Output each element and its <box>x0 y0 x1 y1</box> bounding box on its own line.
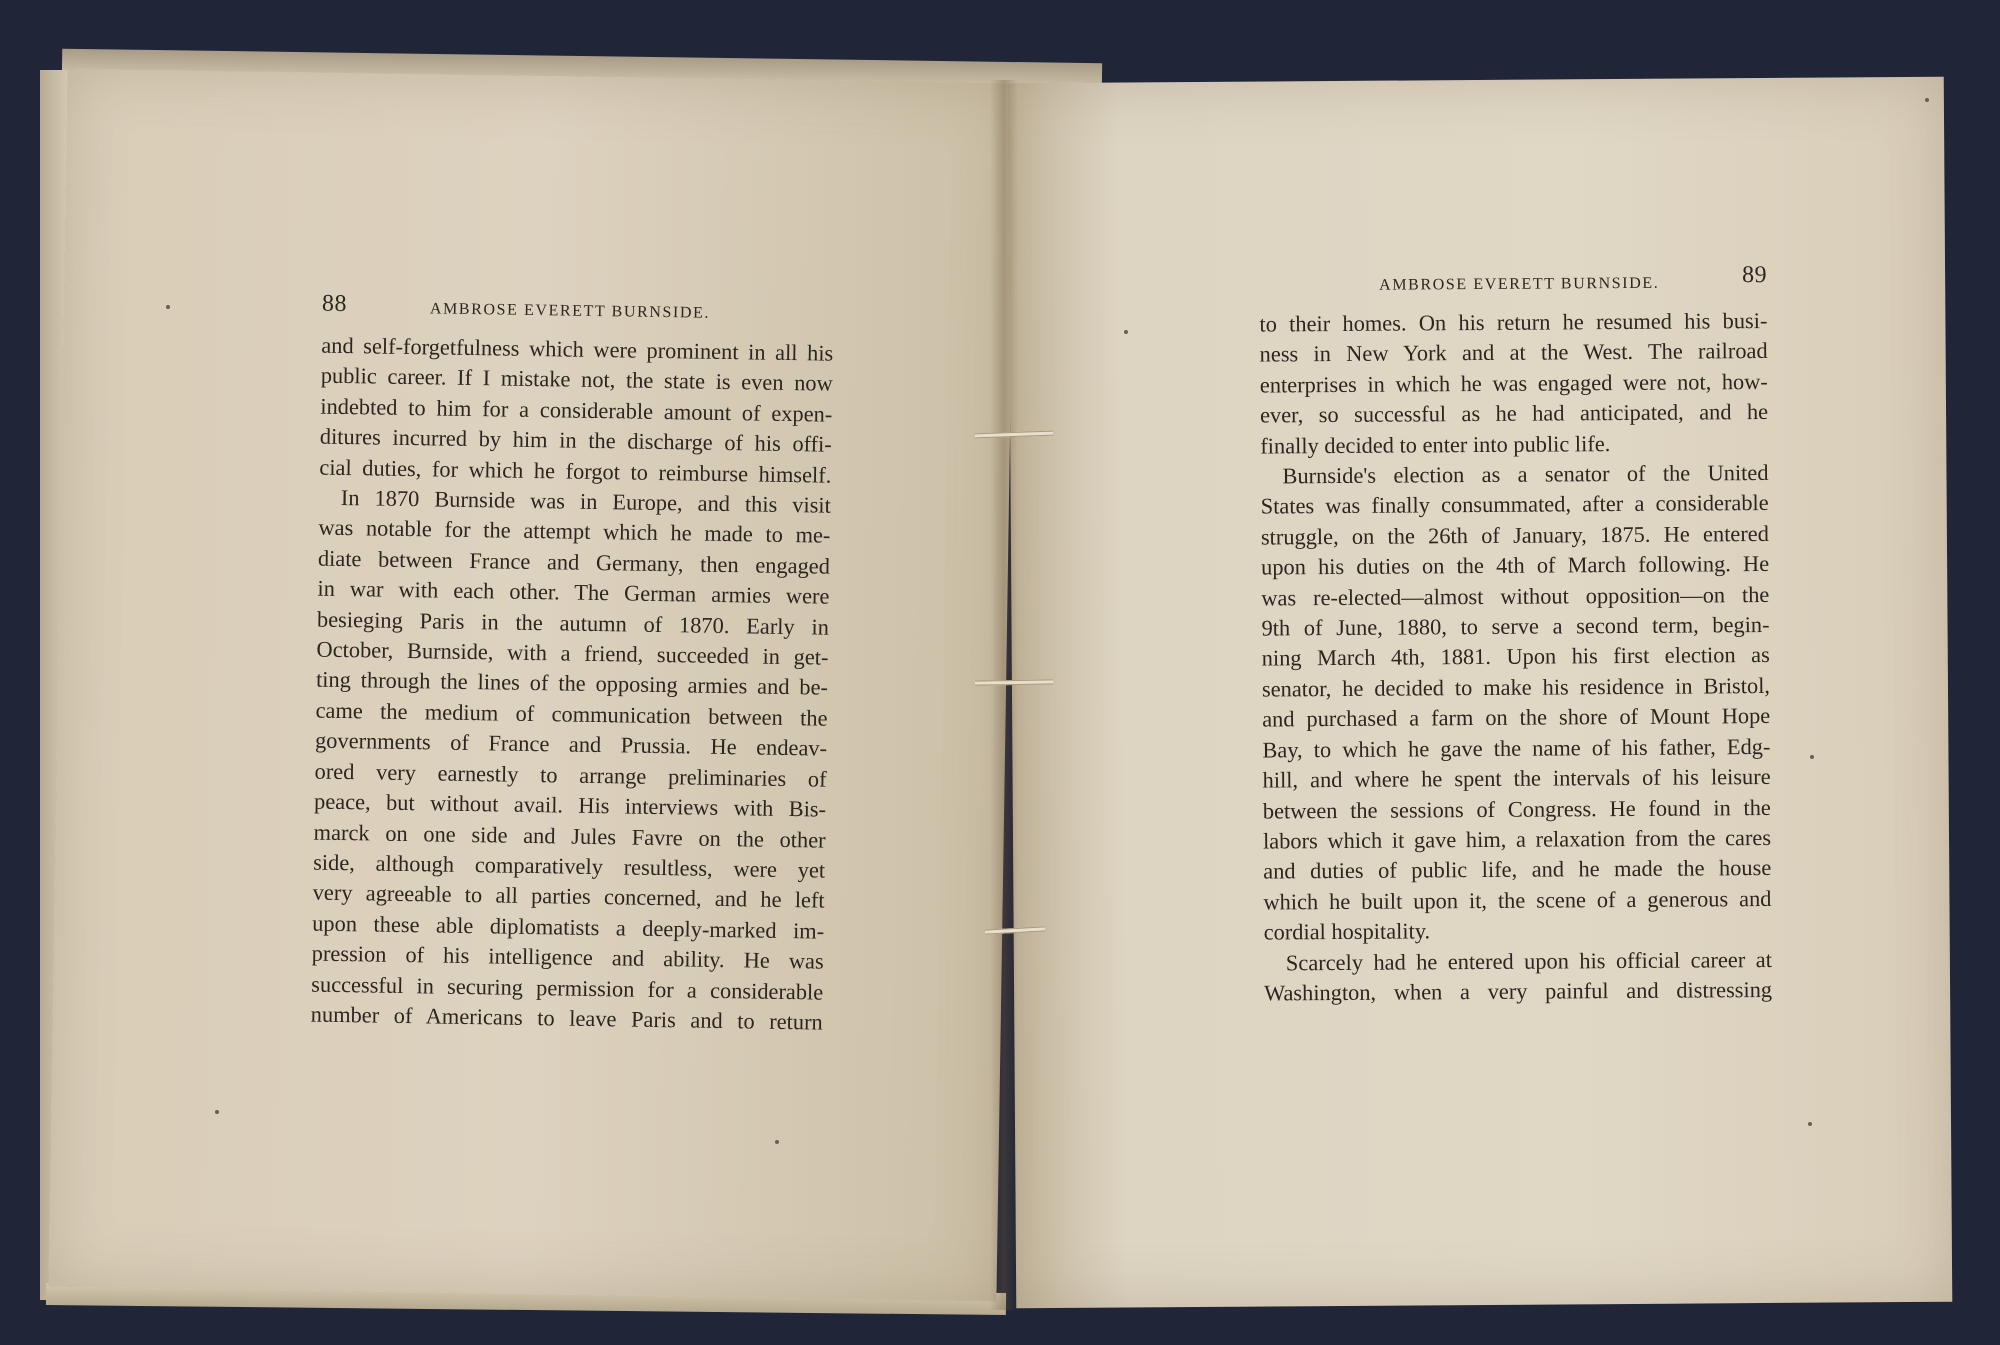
text-line: in war with each other. The German armies were <box>317 575 830 609</box>
text-line: ored very earnestly to arrange preliminaries of <box>314 758 827 792</box>
text-line: very agreeable to all parties concerned, and he left <box>312 879 825 913</box>
text-line: to their homes. On his return he resumed his busi- <box>1259 307 1768 337</box>
text-line: side, although comparatively resultless, were yet <box>312 849 826 883</box>
text-line: Scarcely had he entered upon his official career at <box>1285 946 1772 975</box>
text-line: In 1870 Burnside was in Europe, and this visit <box>340 485 832 518</box>
text-line: ness in New York and at the West. The railroad <box>1259 338 1768 367</box>
paper-speck <box>775 1140 779 1144</box>
right-running-head: AMBROSE EVERETT BURNSIDE. <box>1379 274 1660 294</box>
right-page-number: 89 <box>1742 261 1768 289</box>
text-line: ning March 4th, 1881. Upon his first election as <box>1261 642 1770 671</box>
text-line: indebted to him for a considerable amount of expen- <box>320 393 833 427</box>
text-line: was notable for the attempt which he made to me- <box>318 515 831 549</box>
paper-speck <box>1925 98 1929 102</box>
left-page-number: 88 <box>321 290 348 318</box>
text-line: ting through the lines of the opposing armies and be- <box>315 667 829 701</box>
text-line: marck on one side and Jules Favre on the other <box>313 819 826 853</box>
left-page <box>48 69 1015 1302</box>
left-page-text-block <box>311 291 835 1038</box>
paper-speck <box>1810 755 1814 759</box>
paper-speck <box>1808 1122 1812 1126</box>
text-line: Washington, when a very painful and distressing <box>1264 976 1773 1006</box>
right-page-header <box>1259 261 1768 310</box>
text-line: and duties of public life, and he made the house <box>1263 855 1772 884</box>
text-line: came the medium of communication between the <box>315 697 828 731</box>
paper-speck <box>1124 330 1128 334</box>
text-line: cial duties, for which he forgot to reimburse himself. <box>319 454 832 488</box>
paper-speck <box>166 305 170 309</box>
paper-speck <box>215 1110 219 1114</box>
right-page-body <box>1259 306 1772 1009</box>
left-page-header <box>322 291 835 339</box>
text-line: struggle, on the 26th of January, 1875. He entered <box>1260 520 1769 550</box>
text-line: ditures incurred by him in the discharge of his offi- <box>319 423 833 457</box>
text-line: governments of France and Prussia. He endeav- <box>314 727 828 761</box>
text-line: pression of his intelligence and ability. He was <box>311 940 824 974</box>
text-line: 9th of June, 1880, to serve a second term, begin- <box>1261 612 1770 641</box>
text-line: successful in securing permission for a considerable <box>311 971 824 1005</box>
text-line: finally decided to enter into public life. <box>1260 430 1611 459</box>
text-line: and purchased a farm on the shore of Mount Hope <box>1262 703 1771 732</box>
text-line: Bay, to which he gave the name of his father, Edg- <box>1262 733 1771 763</box>
text-line: upon his duties on the 4th of March following. He <box>1261 551 1770 580</box>
text-line: diate between France and Germany, then engaged <box>317 545 831 579</box>
text-line: enterprises in which he was engaged were not, how- <box>1259 368 1768 398</box>
book-gutter <box>990 80 1018 1310</box>
text-line: besieging Paris in the autumn of 1870. Early in <box>316 606 830 640</box>
text-line: number of Americans to leave Paris and to return <box>310 1001 823 1035</box>
text-line: between the sessions of Congress. He found in the <box>1262 794 1771 824</box>
text-line: hill, and where he spent the intervals of his leisure <box>1262 764 1771 793</box>
text-line: was re-elected—almost without opposition—on the <box>1261 581 1770 611</box>
text-line: and self-forgetfulness which were prominent in all his <box>321 332 834 366</box>
text-line: upon these able diplomatists a deeply-marked im- <box>312 910 825 944</box>
left-page-body <box>311 331 834 1038</box>
text-line: senator, he decided to make his residence in Bristol, <box>1261 672 1771 702</box>
text-line: peace, but without avail. His interviews with Bis- <box>313 788 827 822</box>
left-running-head: AMBROSE EVERETT BURNSIDE. <box>429 300 711 322</box>
text-line: public career. If I mistake not, the state is even now <box>320 363 833 397</box>
text-line: labors which it gave him, a relaxation from the cares <box>1262 824 1772 854</box>
text-line: ever, so successful as he had anticipated, and he <box>1259 399 1769 428</box>
text-line: October, Burnside, with a friend, succeeded in get- <box>316 636 829 670</box>
right-page-text-block <box>1259 261 1773 1009</box>
text-line: cordial hospitality. <box>1263 918 1431 945</box>
text-line: States was finally consummated, after a considerable <box>1260 490 1769 519</box>
text-line: Burnside's election as a senator of the United <box>1282 460 1769 489</box>
text-line: which he built upon it, the scene of a generous and <box>1263 885 1772 915</box>
